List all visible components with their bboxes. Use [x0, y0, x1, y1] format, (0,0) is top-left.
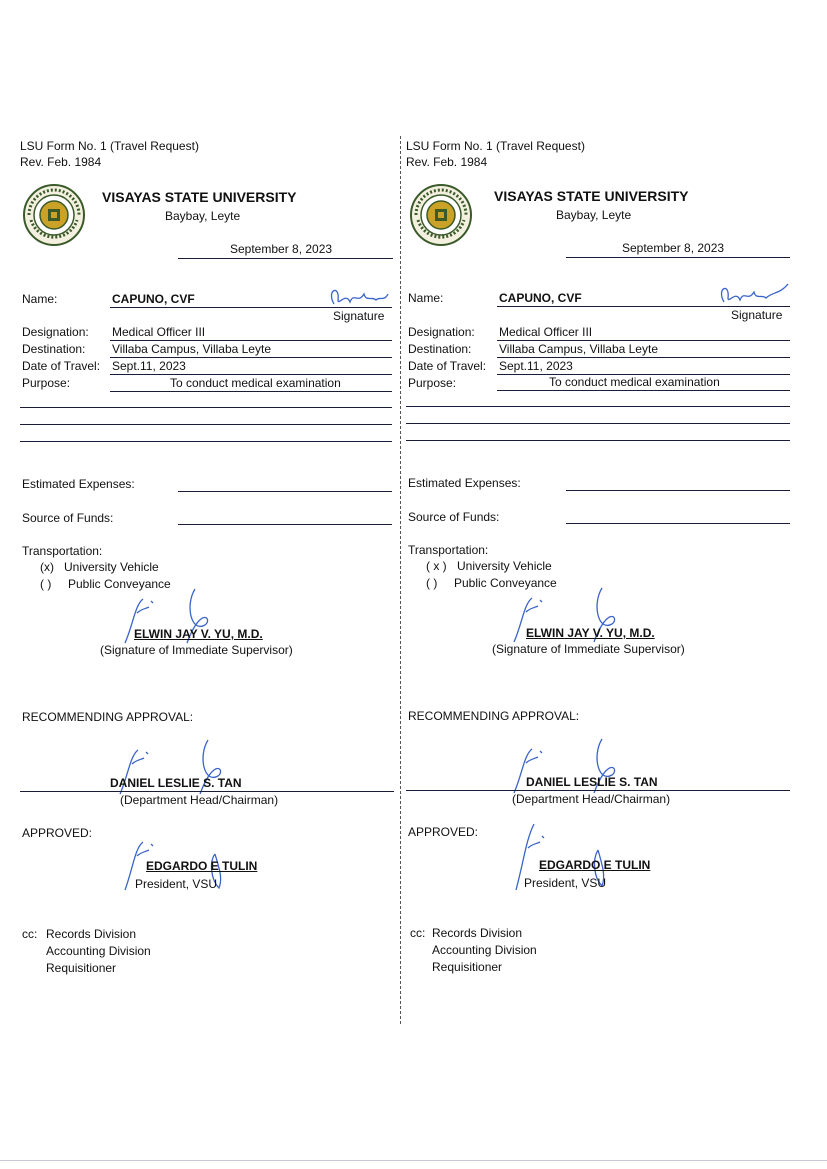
university-name: VISAYAS STATE UNIVERSITY	[102, 189, 297, 205]
university-seal-icon	[23, 184, 85, 246]
approved-label: APPROVED:	[408, 825, 479, 839]
purpose-line	[110, 391, 392, 392]
cc-records: Records Division	[432, 926, 523, 940]
supervisor-title: (Signature of Immediate Supervisor)	[100, 643, 293, 657]
university-name: VISAYAS STATE UNIVERSITY	[494, 188, 689, 204]
university-location: Baybay, Leyte	[556, 208, 632, 222]
name-line	[497, 306, 790, 307]
name-label: Name:	[22, 292, 58, 306]
expenses-line	[566, 490, 790, 491]
travel-date-value: Sept.11, 2023	[112, 359, 186, 373]
travel-date-line	[110, 374, 392, 375]
date-line	[566, 257, 790, 258]
request-date: September 8, 2023	[230, 242, 333, 256]
purpose-line	[497, 390, 790, 391]
destination-value: Villaba Campus, Villaba Leyte	[112, 342, 271, 356]
cc-accounting: Accounting Division	[46, 944, 151, 958]
cc-requisitioner: Requisitioner	[46, 961, 117, 975]
purpose-extra-line-2	[20, 424, 392, 425]
dept-head-name: DANIEL LESLIE S. TAN	[526, 775, 658, 789]
destination-label: Destination:	[22, 342, 86, 356]
dept-head-line	[406, 790, 790, 791]
name-value: CAPUNO, CVF	[112, 292, 195, 306]
purpose-value: To conduct medical examination	[549, 375, 720, 389]
expenses-line	[178, 491, 392, 492]
expenses-label: Estimated Expenses:	[408, 476, 521, 490]
date-line	[178, 258, 393, 259]
approved-label: APPROVED:	[22, 826, 93, 840]
designation-value: Medical Officer III	[112, 325, 206, 339]
funds-label: Source of Funds:	[22, 511, 114, 525]
designation-line	[110, 340, 392, 341]
recommending-label: RECOMMENDING APPROVAL:	[408, 709, 580, 723]
travel-date-label: Date of Travel:	[22, 359, 101, 373]
travel-date-label: Date of Travel:	[408, 359, 487, 373]
funds-line	[178, 524, 392, 525]
public-checkmark: ( )	[426, 576, 438, 590]
designation-label: Designation:	[22, 325, 89, 339]
name-line	[110, 307, 392, 308]
public-option: Public Conveyance	[68, 577, 171, 591]
vehicle-option: University Vehicle	[64, 560, 159, 574]
vehicle-option: University Vehicle	[457, 559, 552, 573]
travel-request-copy-right	[406, 0, 786, 1169]
travel-date-value: Sept.11, 2023	[499, 359, 573, 373]
destination-line	[497, 357, 790, 358]
destination-label: Destination:	[408, 342, 472, 356]
travel-request-copy-left	[20, 0, 400, 1169]
recommending-label: RECOMMENDING APPROVAL:	[22, 710, 194, 724]
university-location: Baybay, Leyte	[165, 209, 241, 223]
purpose-extra-line-1	[406, 406, 790, 407]
public-option: Public Conveyance	[454, 576, 557, 590]
name-label: Name:	[408, 291, 444, 305]
public-checkmark: ( )	[40, 577, 52, 591]
purpose-label: Purpose:	[408, 376, 457, 390]
cc-accounting: Accounting Division	[432, 943, 537, 957]
funds-line	[566, 523, 790, 524]
form-number: LSU Form No. 1 (Travel Request)	[20, 139, 199, 153]
funds-label: Source of Funds:	[408, 510, 500, 524]
request-date: September 8, 2023	[622, 241, 725, 255]
cc-label: cc:	[410, 926, 426, 940]
dept-head-line	[20, 791, 394, 792]
vehicle-checkmark: ( x )	[426, 559, 447, 573]
cc-requisitioner: Requisitioner	[432, 960, 503, 974]
expenses-label: Estimated Expenses:	[22, 477, 135, 491]
purpose-label: Purpose:	[22, 376, 71, 390]
supervisor-title: (Signature of Immediate Supervisor)	[492, 642, 685, 656]
form-revision: Rev. Feb. 1984	[406, 155, 488, 169]
vehicle-checkmark: (x)	[40, 560, 54, 574]
president-title: President, VSU	[135, 877, 218, 891]
form-number: LSU Form No. 1 (Travel Request)	[406, 139, 585, 153]
university-seal-icon	[410, 184, 472, 246]
destination-value: Villaba Campus, Villaba Leyte	[499, 342, 658, 356]
designation-line	[497, 340, 790, 341]
designation-value: Medical Officer III	[499, 325, 593, 339]
signature-label: Signature	[333, 309, 385, 323]
cc-records: Records Division	[46, 927, 137, 941]
dept-head-title: (Department Head/Chairman)	[512, 792, 671, 806]
purpose-value: To conduct medical examination	[170, 376, 341, 390]
signature-label: Signature	[731, 308, 783, 322]
president-name: EDGARDO E TULIN	[146, 859, 258, 873]
president-name: EDGARDO E TULIN	[539, 858, 651, 872]
transportation-label: Transportation:	[22, 544, 103, 558]
purpose-extra-line-3	[406, 440, 790, 441]
purpose-extra-line-2	[406, 423, 790, 424]
form-revision: Rev. Feb. 1984	[20, 155, 102, 169]
destination-line	[110, 357, 392, 358]
name-value: CAPUNO, CVF	[499, 291, 582, 305]
purpose-extra-line-1	[20, 407, 392, 408]
transportation-label: Transportation:	[408, 543, 489, 557]
supervisor-name: ELWIN JAY V. YU, M.D.	[134, 627, 263, 641]
supervisor-name: ELWIN JAY V. YU, M.D.	[526, 626, 655, 640]
cc-label: cc:	[22, 927, 38, 941]
designation-label: Designation:	[408, 325, 475, 339]
dept-head-name: DANIEL LESLIE S. TAN	[110, 776, 242, 790]
dept-head-title: (Department Head/Chairman)	[120, 793, 279, 807]
page-divider	[400, 136, 401, 1024]
purpose-extra-line-3	[20, 441, 392, 442]
president-title: President, VSU	[524, 876, 607, 890]
